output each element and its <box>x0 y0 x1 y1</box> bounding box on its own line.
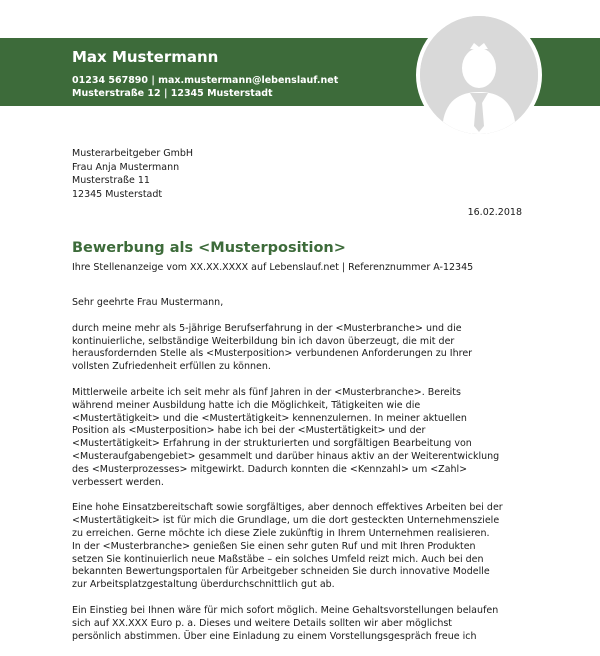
text-line: verbessert werden. <box>72 476 164 488</box>
text-line: In der <Musterbranche> genießen Sie einen sehr guten Ruf und mit Ihren Produkten <box>72 540 476 552</box>
paragraph-1 <box>72 323 542 374</box>
text-line: zur Arbeitsplatzgestaltung überdurchschnittlich gut ab. <box>72 579 335 591</box>
text-line: zu erreichen. Gerne möchte ich diese Ziele zukünftig in Ihrem Unternehmen realisieren. <box>72 527 490 539</box>
text-line: des <Musterprozesses> mitgewirkt. Dadurch konnten die <Kennzahl> um <Zahl> <box>72 463 468 475</box>
text-line: herausfordernden Stelle als <Musterposition> verbundenen Anforderungen zu Ihrer <box>72 348 473 360</box>
letter-date: 16.02.2018 <box>467 207 522 218</box>
recipient-address <box>72 147 193 201</box>
text-line: während meiner Ausbildung hatte ich die Möglichkeit, Tätigkeiten wie die <box>72 399 421 411</box>
text-line: bekannten Bewertungsportalen für Arbeitgeber schneiden Sie durch innovative Modelle <box>72 566 490 578</box>
text-line: <Mustertätigkeit> und die <Mustertätigkeit> kennenzulernen. In meiner aktuellen <box>72 412 467 424</box>
text-line: Eine hohe Einsatzbereitschaft sowie sorgfältiges, aber dennoch effektives Arbeiten bei der <box>72 502 503 514</box>
recipient-street: Musterstraße 11 <box>72 175 150 186</box>
recipient-company: Musterarbeitgeber GmbH <box>72 148 194 159</box>
text-line: persönlich abstimmen. Über eine Einladung zu einem Vorstellungsgespräch freue ich <box>72 630 477 642</box>
text-line: Ein Einstieg bei Ihnen wäre für mich sofort möglich. Meine Gehaltsvorstellungen belaufen <box>72 604 499 616</box>
text-line: vollsten Zufriedenheit erfüllen zu können. <box>72 361 271 373</box>
applicant-name: Max Mustermann <box>72 48 219 66</box>
recipient-contact: Frau Anja Mustermann <box>72 161 180 173</box>
letter-body <box>72 297 542 656</box>
text-line: Mittlerweile arbeite ich seit mehr als fünf Jahren in der <Musterbranche>. Bereits <box>72 386 461 398</box>
text-line: sich auf XX.XXX Euro p. a. Dieses und weitere Details sollten wir aber möglichst <box>72 617 453 629</box>
text-line: setzen Sie kontinuierlich neue Maßstäbe – ein solches Umfeld reizt mich. Auch bei den <box>72 553 484 565</box>
person-silhouette-icon <box>420 16 538 134</box>
letter-reference-line: Ihre Stellenanzeige vom XX.XX.XXXX auf Lebenslauf.net | Referenznummer A-12345 <box>72 262 474 273</box>
paragraph-4 <box>72 605 542 643</box>
avatar <box>416 12 542 138</box>
text-line: <Mustertätigkeit> Erfahrung in der strukturierten und sorgfältigen Bearbeitung von <box>72 438 472 450</box>
contact-phone-email: 01234 567890 | max.mustermann@lebenslauf.net <box>72 75 339 86</box>
paragraph-3 <box>72 502 542 592</box>
text-line: durch meine mehr als 5-jährige Berufserfahrung in der <Musterbranche> und die <box>72 322 462 334</box>
text-line: kontinuierliche, selbständige Weiterbildung bin ich davon überzeugt, die mit der <box>72 335 455 347</box>
letter-subject: Bewerbung als <Musterposition> <box>72 240 346 256</box>
recipient-city: 12345 Musterstadt <box>72 188 163 200</box>
text-line: <Musteraufgabengebiet> gesammelt und darüber hinaus aktiv an der Weiterentwicklung <box>72 450 500 462</box>
paragraph-2 <box>72 387 542 489</box>
text-line: Position als <Musterposition> habe ich bei der <Mustertätigkeit> und der <box>72 425 426 437</box>
contact-address: Musterstraße 12 | 12345 Musterstadt <box>72 88 273 99</box>
salutation: Sehr geehrte Frau Mustermann, <box>72 297 224 308</box>
text-line: <Mustertätigkeit> ist für mich die Grundlage, um die dort gesteckten Unternehmensziele <box>72 515 500 527</box>
applicant-contact <box>72 74 338 100</box>
